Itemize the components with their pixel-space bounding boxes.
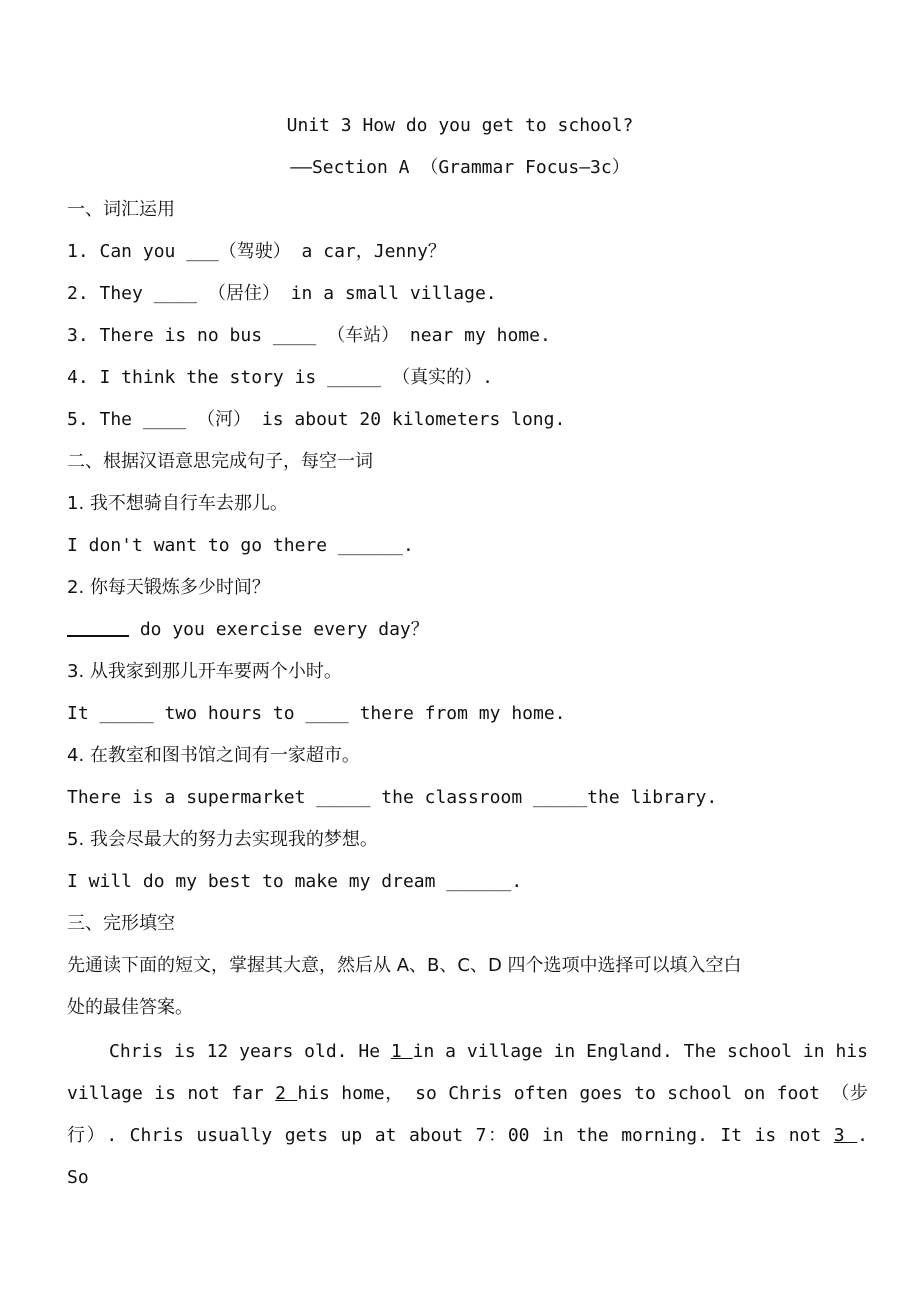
translation-en-5: I will do my best to make my dream ______.: [67, 871, 523, 892]
translation-cn-1: 1. 我不想骑自行车去那儿。: [67, 493, 288, 514]
answer-blank: [67, 617, 129, 637]
vocab-item-5: 5. The ____ （河） is about 20 kilometers long.: [67, 409, 566, 430]
translation-en-2: [67, 617, 870, 643]
section-1-heading: 一、词汇运用: [67, 199, 175, 220]
translation-en-1: I don't want to go there ______.: [67, 535, 414, 556]
passage-text: . So: [67, 1125, 868, 1188]
cloze-blank-2: 2: [275, 1083, 298, 1104]
vocab-item-2: 2. They ____ （居住） in a small village.: [67, 283, 497, 304]
passage-text: in a village in England. The school in his village is not far: [67, 1041, 868, 1104]
vocab-item-4: 4. I think the story is _____ （真实的）.: [67, 367, 493, 388]
cloze-blank-3: 3: [833, 1125, 858, 1146]
passage-text: his home， so Chris often goes to school on foot （步行）. Chris usually gets up at about 7：00 in the morning. It is not: [67, 1083, 868, 1146]
passage-text: Chris is 12 years old. He: [109, 1041, 391, 1062]
translation-en-4: There is a supermarket _____ the classroom _____the library.: [67, 787, 718, 808]
section-3-heading: 三、完形填空: [67, 913, 175, 934]
translation-cn-2: 2. 你每天锻炼多少时间？: [67, 577, 270, 598]
page-subtitle: ——Section A （Grammar Focus—3c）: [290, 157, 630, 178]
translation-en-2-text: do you exercise every day？: [129, 619, 429, 640]
translation-cn-4: 4. 在教室和图书馆之间有一家超市。: [67, 745, 360, 766]
cloze-blank-1: 1: [390, 1041, 413, 1062]
page-title: Unit 3 How do you get to school?: [286, 115, 634, 136]
cloze-instruction-line-2: 处的最佳答案。: [67, 997, 193, 1018]
vocab-item-3: 3. There is no bus ____ （车站） near my home.: [67, 325, 551, 346]
translation-cn-5: 5. 我会尽最大的努力去实现我的梦想。: [67, 829, 378, 850]
translation-en-3: It _____ two hours to ____ there from my home.: [67, 703, 566, 724]
cloze-instruction-line-1: 先通读下面的短文，掌握其大意，然后从 A、B、C、D 四个选项中选择可以填入空白: [67, 955, 742, 976]
translation-cn-3: 3. 从我家到那儿开车要两个小时。: [67, 661, 342, 682]
vocab-item-1: 1. Can you ___（驾驶） a car，Jenny？: [67, 241, 446, 262]
cloze-passage: [67, 1031, 868, 1199]
section-2-heading: 二、根据汉语意思完成句子，每空一词: [67, 451, 373, 472]
